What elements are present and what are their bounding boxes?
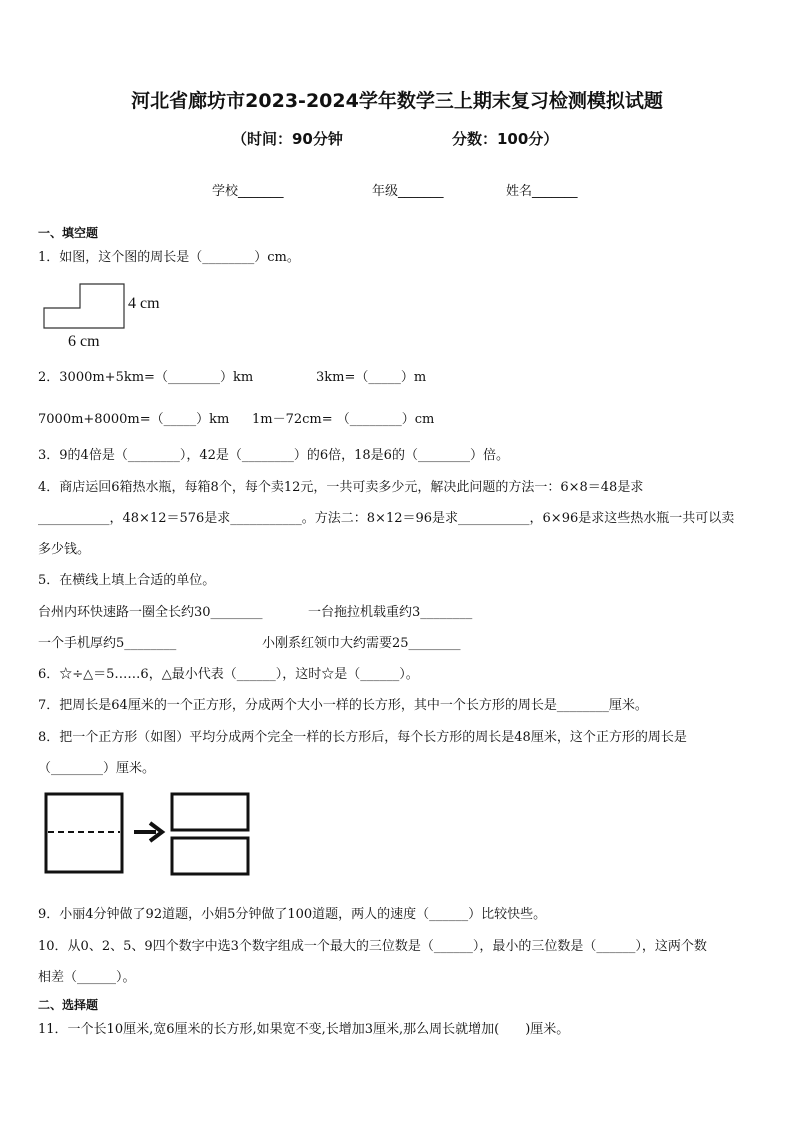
question-2d: 1m－72cm= （________）cm [252, 412, 435, 427]
question-5: 5．在横线上填上合适的单位。 [38, 573, 216, 588]
question-3: 3．9的4倍是（________），42是（________）的6倍，18是6的（________）倍。 [38, 448, 509, 463]
question-10-line1: 10．从0、2、5、9四个数字中选3个数字组成一个最大的三位数是（______），最小的三位数是（______），这两个数 [38, 939, 707, 954]
school-field: 学校_______ [212, 184, 284, 199]
question-7: 7．把周长是64厘米的一个正方形，分成两个大小一样的长方形，其中一个长方形的周长是________厘米。 [38, 698, 648, 713]
q1-width-label: 6 cm [68, 333, 100, 350]
section-choice: 二、选择题 [38, 998, 99, 1012]
question-2c: 7000m+8000m=（_____）km [38, 412, 230, 427]
q8-rect-top [172, 794, 248, 830]
question-1: 1．如图，这个图的周长是（________）cm。 [38, 250, 300, 265]
q1-height-label: 4 cm [128, 295, 160, 312]
question-8-line2: （________）厘米。 [38, 761, 156, 776]
question-5a: 台州内环快速路一圈全长约30________ [38, 605, 263, 620]
question-2b: 3km=（_____）m [316, 370, 427, 385]
question-4-line3: 多少钱。 [38, 542, 91, 557]
question-10-line2: 相差（______）。 [38, 970, 136, 985]
question-9: 9．小丽4分钟做了92道题，小娟5分钟做了100道题，两人的速度（______）比较快些。 [38, 907, 547, 922]
section-fill-blank: 一、填空题 [38, 226, 99, 240]
question-11: 11．一个长10厘米,宽6厘米的长方形,如果宽不变,长增加3厘米,那么周长就增加( )厘米。 [38, 1022, 570, 1037]
exam-score: 分数：100分） [452, 130, 559, 148]
question-4-line1: 4．商店运回6箱热水瓶，每箱8个，每个卖12元，一共可卖多少元，解决此问题的方法一：6×8＝48是求 [38, 480, 644, 495]
question-6: 6．☆÷△＝5……6，△最小代表（______），这时☆是（______）。 [38, 667, 419, 682]
question-2a: 2．3000m+5km=（________）km [38, 370, 254, 385]
question-5d: 小刚系红领巾大约需要25________ [262, 636, 461, 651]
question-5c: 一个手机厚约5________ [38, 636, 177, 651]
question-5b: 一台拖拉机载重约3________ [308, 605, 473, 620]
q1-step-shape [44, 284, 124, 328]
q1-figure [38, 278, 178, 350]
question-8-line1: 8．把一个正方形（如图）平均分成两个完全一样的长方形后，每个长方形的周长是48厘米，这个正方形的周长是 [38, 730, 687, 745]
exam-time: （时间：90分钟 [232, 130, 343, 148]
question-4-line2: ___________，48×12＝576是求___________。方法二：8×12＝96是求___________，6×96是求这些热水瓶一共可以卖 [38, 511, 735, 526]
q8-rect-bottom [172, 838, 248, 874]
name-field: 姓名_______ [506, 184, 578, 199]
q8-figure [40, 790, 260, 876]
grade-field: 年级_______ [372, 184, 444, 199]
exam-title: 河北省廊坊市2023-2024学年数学三上期末复习检测模拟试题 [131, 90, 663, 112]
